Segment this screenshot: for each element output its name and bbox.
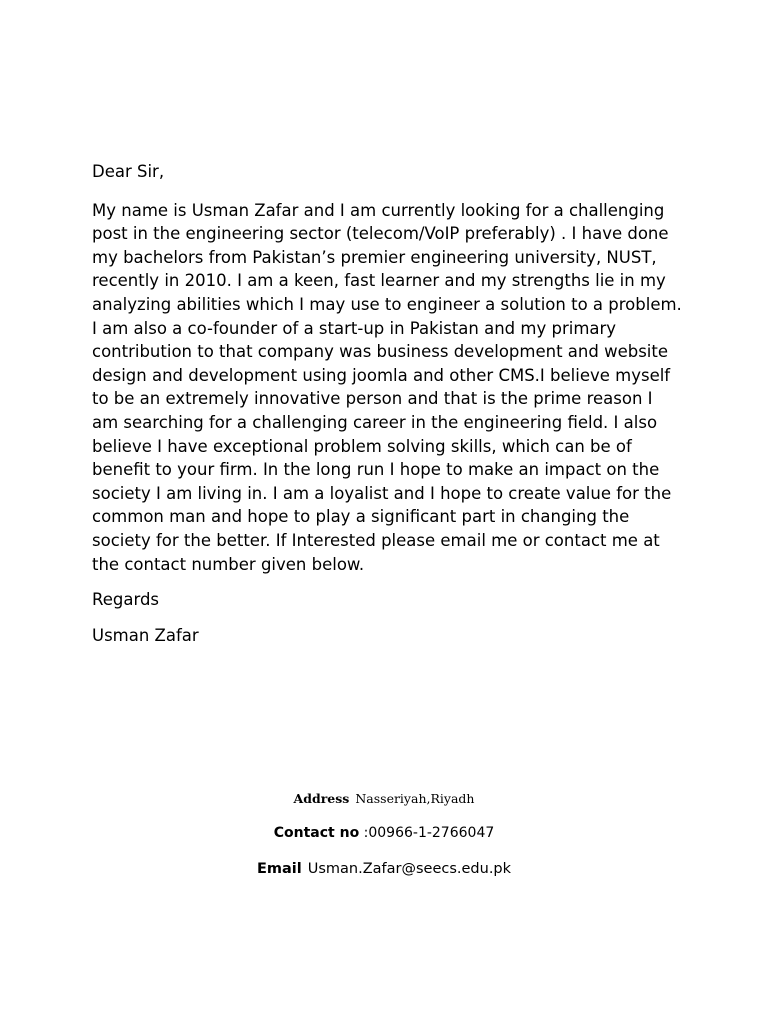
closing: Regards [92, 590, 160, 610]
contact-label: Contact no [273, 825, 360, 841]
email-value[interactable]: Usman.Zafar@seecs.edu.pk [307, 861, 512, 877]
email-label: Email [256, 861, 302, 877]
letter-paragraph: My name is Usman Zafar and I am currently looking for a challenging post in the engineering sector (telecom/VoIP preferably) . I have done my bachelors from Pakistan’s premier engineering university, NUST, recently in 2010. I am a keen, fast learner and my strengths lie in my analyzing abilities which I may use to engineer a solution to a problem. I am also a co-founder of a start-up in Pakistan and my primary contribution to that company was business development and website design and development using joomla and other CMS.I believe myself to be an extremely innovative person and that is the prime reason I am searching for a challenging career in the engineering field. I also believe I have exceptional problem solving skills, which can be of benefit to your firm. In the long run I hope to make an impact on the society I am living in. I am a loyalist and I hope to create value for the common man and hope to play a significant part in changing the society for the better. If Interested please email me or contact me at the contact number given below. [92, 200, 682, 574]
address-label: Address [293, 791, 350, 806]
signature-name: Usman Zafar [92, 625, 199, 645]
contact-line [0, 825, 768, 841]
address-value: Nasseriyah,Riyadh [355, 791, 475, 806]
greeting: Dear Sir, [92, 162, 165, 181]
email-line [0, 861, 768, 877]
contact-value: :00966-1-2766047 [363, 825, 495, 841]
letter-body [92, 160, 682, 647]
address-line [0, 791, 768, 806]
